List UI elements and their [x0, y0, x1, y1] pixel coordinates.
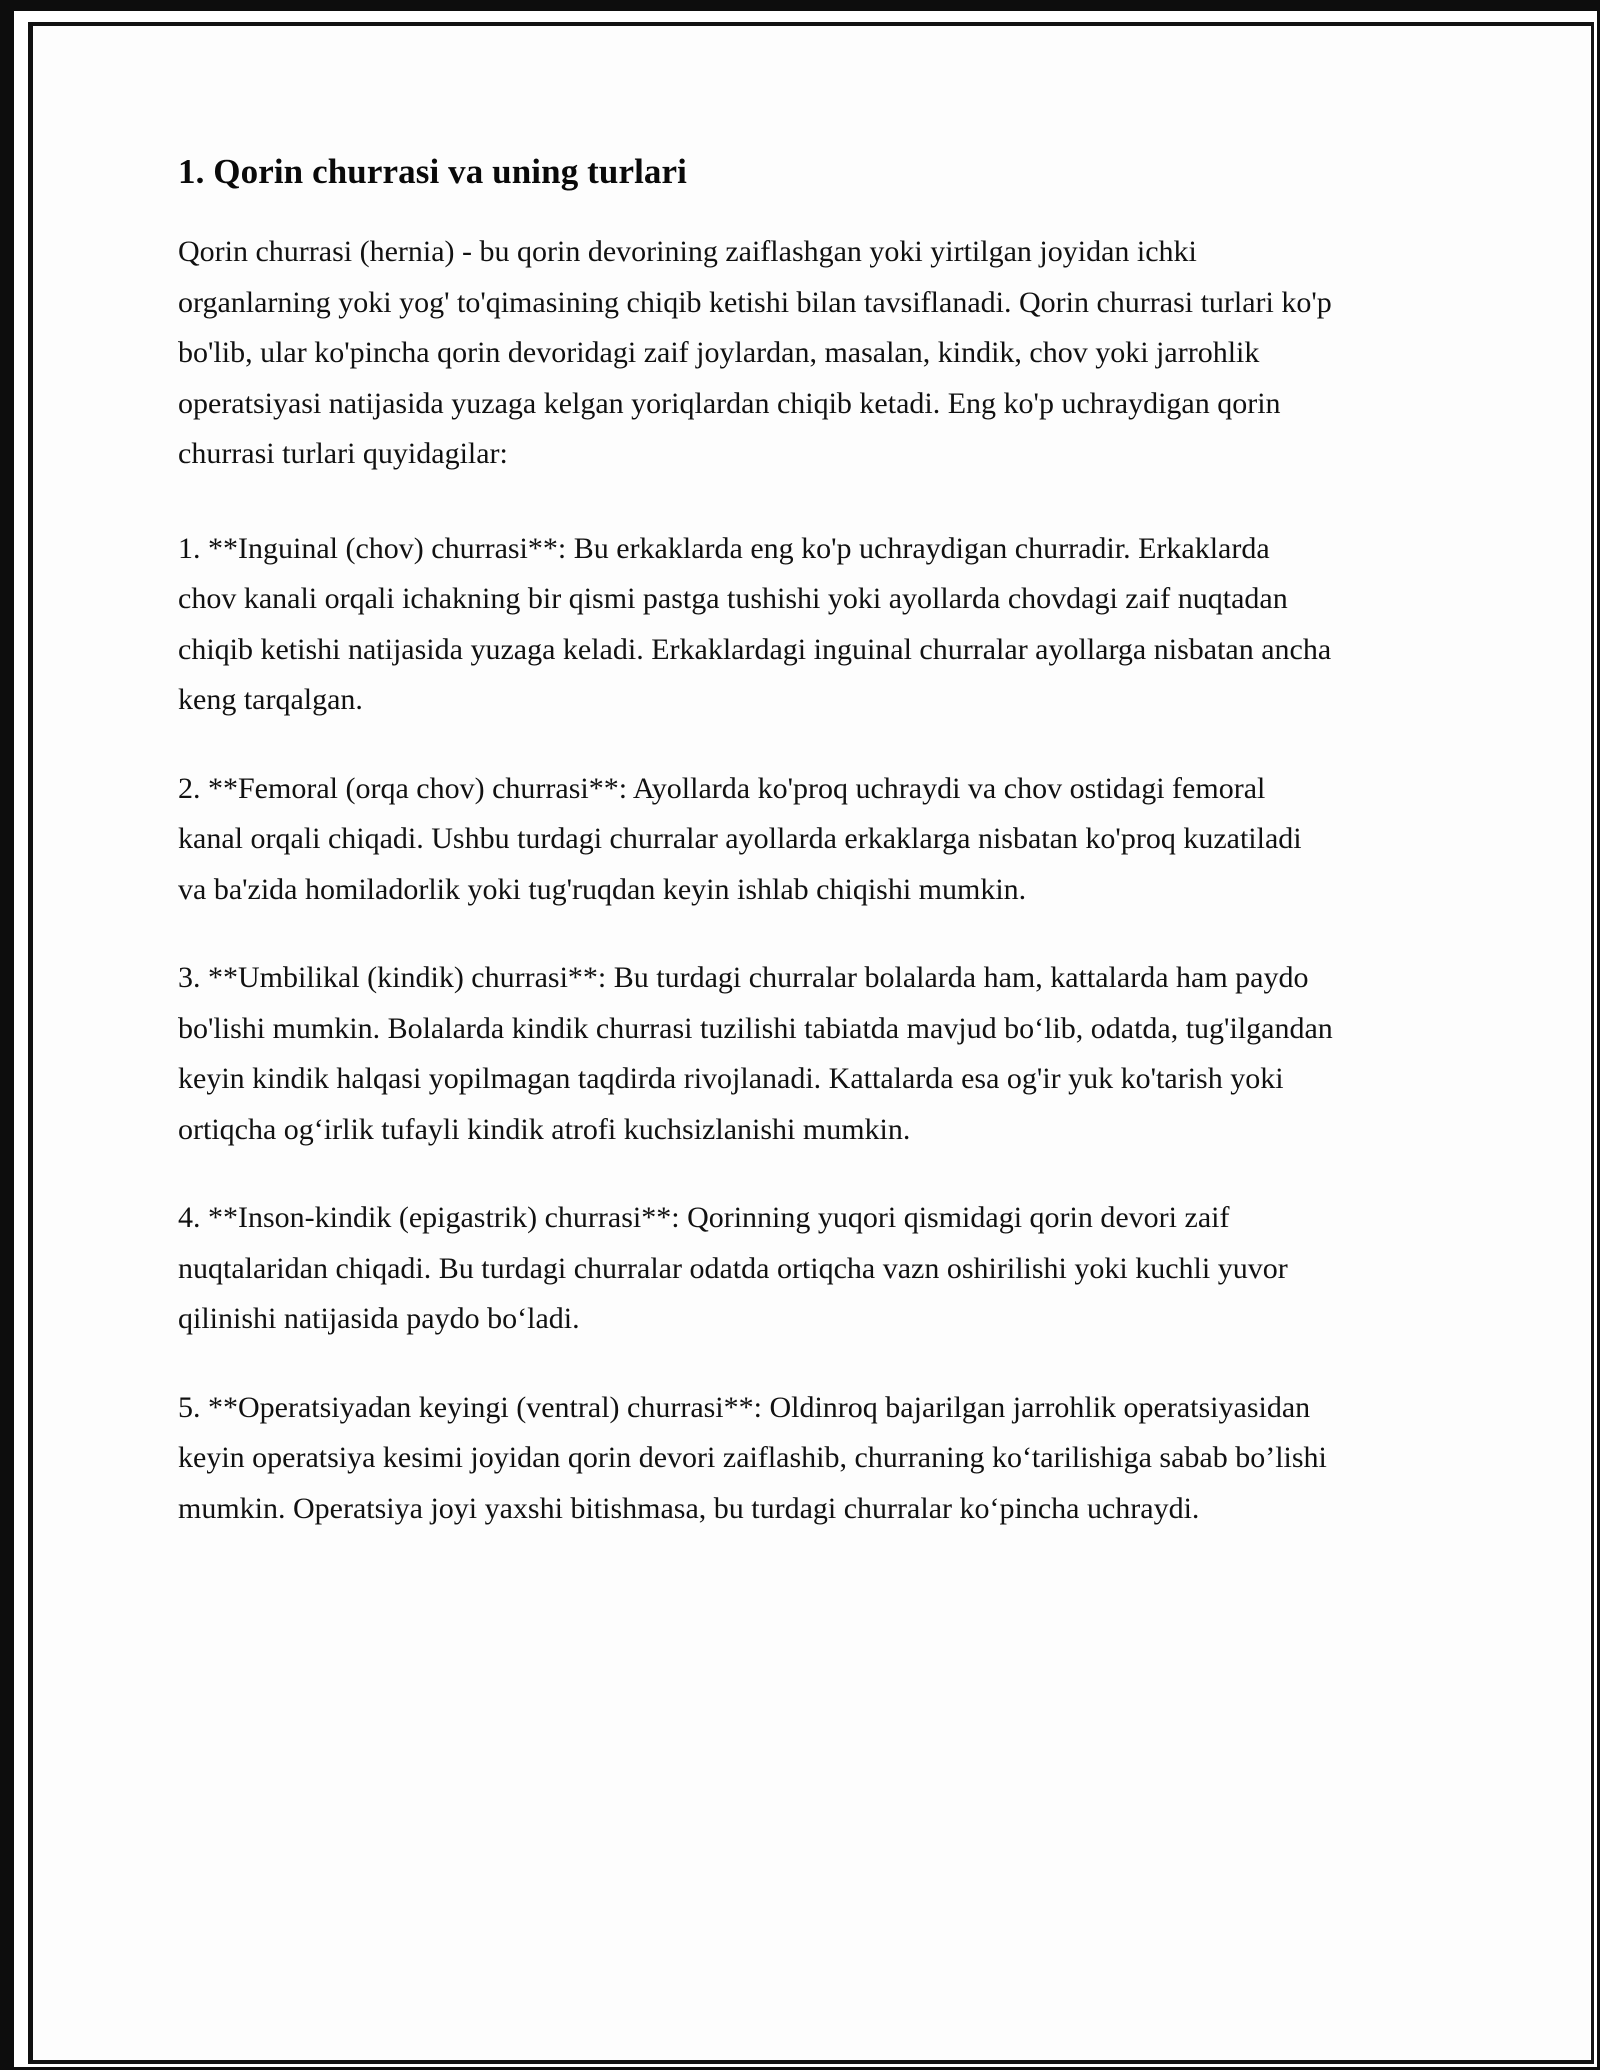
document-body [178, 150, 1333, 1534]
paragraph-intro: Qorin churrasi (hernia) - bu qorin devorining zaiflashgan yoki yirtilgan joyidan ichki organlarning yoki yog' to'qimasining chiqib ketishi bilan tavsiflanadi. Qorin churrasi turlari ko'p bo'lib, ular ko'pincha qorin devoridagi zaif joylardan, masalan, kindik, chov yoki jarrohlik operatsiyasi natijasida yuzaga kelgan yoriqlardan chiqib ketadi. Eng ko'p uchraydigan qorin churrasi turlari quyidagilar: [178, 235, 1332, 471]
page-title: 1. Qorin churrasi va uning turlari [178, 152, 687, 191]
paragraph-item-3: 3. **Umbilikal (kindik) churrasi**: Bu turdagi churralar bolalarda ham, kattalarda ham paydo bo'lishi mumkin. Bolalarda kindik churrasi tuzilishi tabiatda mavjud boʻlib, odatda, tug'ilgandan keyin kindik halqasi yopilmagan taqdirda rivojlanadi. Kattalarda esa og'ir yuk ko'tarish yoki ortiqcha ogʻirlik tufayli kindik atrofi kuchsizlanishi mumkin. [178, 961, 1333, 1146]
paragraph-item-5: 5. **Operatsiyadan keyingi (ventral) churrasi**: Oldinroq bajarilgan jarrohlik operatsiyasidan keyin operatsiya kesimi joyidan qorin devori zaiflashib, churraning koʻtarilishiga sabab bo’lishi mumkin. Operatsiya joyi yaxshi bitishmasa, bu turdagi churralar koʻpincha uchraydi. [178, 1390, 1327, 1525]
paragraph-item-4: 4. **Inson-kindik (epigastrik) churrasi**: Qorinning yuqori qismidagi qorin devori zaif nuqtalaridan chiqadi. Bu turdagi churralar odatda ortiqcha vazn oshirilishi yoki kuchli yuvor qilinishi natijasida paydo boʻladi. [178, 1201, 1288, 1336]
paragraph-item-1: 1. **Inguinal (chov) churrasi**: Bu erkaklarda eng ko'p uchraydigan churradir. Erkaklarda chov kanali orqali ichakning bir qismi pastga tushishi yoki ayollarda chovdagi zaif nuqtadan chiqib ketishi natijasida yuzaga keladi. Erkaklardagi inguinal churralar ayollarga nisbatan ancha keng tarqalgan. [178, 531, 1332, 717]
paragraph-item-2: 2. **Femoral (orqa chov) churrasi**: Ayollarda ko'proq uchraydi va chov ostidagi femoral kanal orqali chiqadi. Ushbu turdagi churralar ayollarda erkaklarga nisbatan ko'proq kuzatiladi va ba'zida homiladorlik yoki tug'ruqdan keyin ishlab chiqishi mumkin. [178, 771, 1302, 906]
